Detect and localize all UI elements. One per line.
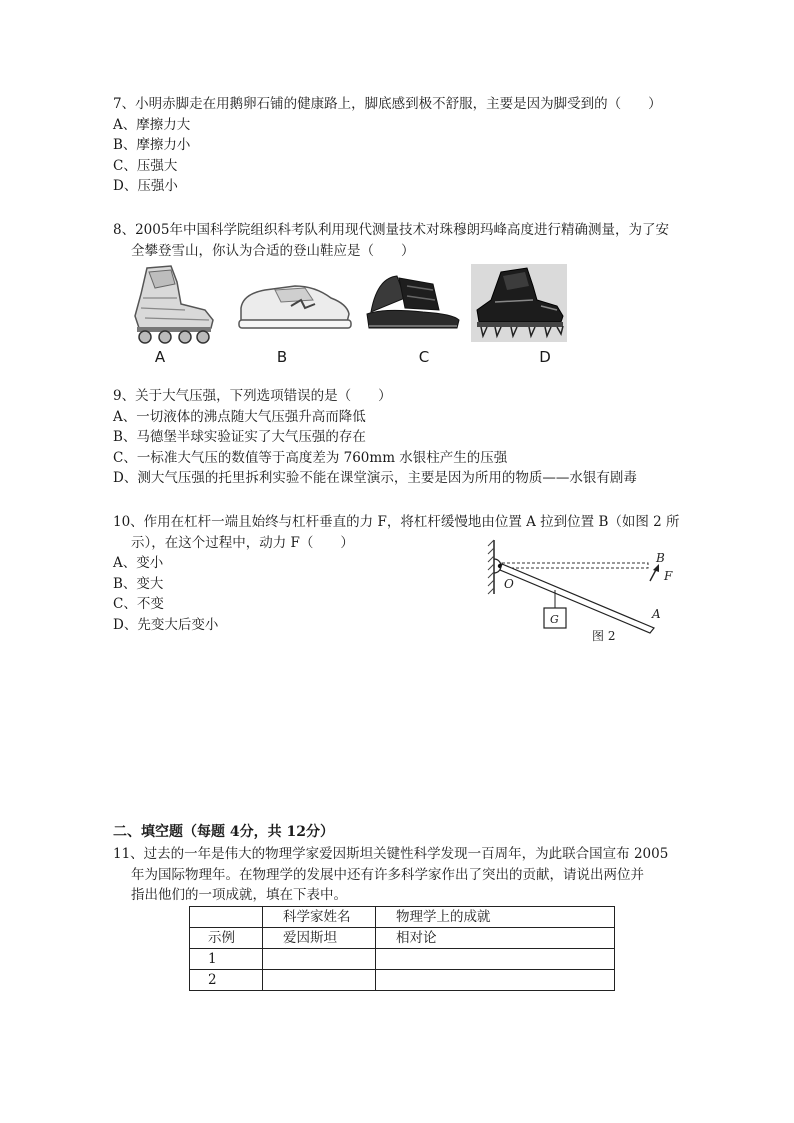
shoe-choice-b[interactable] xyxy=(235,278,353,334)
question-7-option-a[interactable]: A、摩擦力大 xyxy=(113,116,191,133)
answer-cell-achievement-2[interactable] xyxy=(376,970,615,991)
question-7-option-b[interactable]: B、摩擦力小 xyxy=(113,137,191,153)
shoe-choice-a[interactable] xyxy=(125,264,217,344)
sneaker-icon xyxy=(235,278,353,334)
table-header-row xyxy=(190,907,615,928)
question-7 xyxy=(113,94,693,197)
table-row xyxy=(190,928,615,949)
label-a: A xyxy=(652,607,661,621)
question-9 xyxy=(113,386,693,489)
question-11-line1: 11、过去的一年是伟大的物理学家爱因斯坦关键性科学发现一百周年，为此联合国宣布 2005 xyxy=(113,846,669,862)
question-9-option-b[interactable]: B、马德堡半球实验证实了大气压强的存在 xyxy=(113,429,366,445)
table-header-cell: 物理学上的成就 xyxy=(376,907,615,928)
label-b: B xyxy=(656,551,665,565)
question-11-line3: 指出他们的一项成就，填在下表中。 xyxy=(131,887,347,903)
question-9-option-a[interactable]: A、一切液体的沸点随大气压强升高而降低 xyxy=(113,408,366,425)
question-7-stem: 7、小明赤脚走在用鹅卵石铺的健康路上，脚底感到极不舒服，主要是因为脚受到的（ ） xyxy=(113,96,662,112)
question-10-stem-line2: 示），在这个过程中，动力 F（ ） xyxy=(131,534,354,551)
shoe-label-d: D xyxy=(539,348,551,366)
figure-caption: 图 2 xyxy=(592,629,616,643)
shoe-choice-c[interactable] xyxy=(363,268,463,336)
table-cell: 相对论 xyxy=(376,928,615,949)
answer-cell-achievement-1[interactable] xyxy=(376,949,615,970)
question-10-option-d[interactable]: D、先变大后变小 xyxy=(113,616,219,633)
lever-diagram xyxy=(478,538,688,650)
table-cell: 示例 xyxy=(190,928,263,949)
label-g: G xyxy=(550,613,559,626)
shoe-label-a: A xyxy=(154,348,166,366)
sandal-icon xyxy=(363,268,463,336)
question-11 xyxy=(113,844,693,906)
section-2-title: 二、填空题（每题 4分，共 12分） xyxy=(113,824,334,840)
question-10-stem-line1: 10、作用在杠杆一端且始终与杠杆垂直的力 F，将杠杆缓慢地由位置 A 拉到位置 B（如图 2 所 xyxy=(113,514,680,530)
question-7-option-c[interactable]: C、压强大 xyxy=(113,157,178,174)
answer-cell-name-2[interactable] xyxy=(263,970,376,991)
table-cell: 爱因斯坦 xyxy=(263,928,376,949)
table-row xyxy=(190,949,615,970)
question-11-line2: 年为国际物理年。在物理学的发展中还有许多科学家作出了突出的贡献，请说出两位并 xyxy=(131,866,644,883)
table-cell: 2 xyxy=(190,970,263,991)
question-9-stem: 9、关于大气压强，下列选项错误的是（ ） xyxy=(113,388,392,404)
crampon-boot-icon xyxy=(471,264,567,342)
scientist-table xyxy=(189,906,615,991)
question-10-option-b[interactable]: B、变大 xyxy=(113,575,164,592)
inline-skate-icon xyxy=(125,264,217,344)
question-9-option-d[interactable]: D、测大气压强的托里拆利实验不能在课堂演示，主要是因为所用的物质——水银有剧毒 xyxy=(113,470,637,486)
question-10-option-c[interactable]: C、不变 xyxy=(113,596,164,612)
answer-cell-name-1[interactable] xyxy=(263,949,376,970)
table-header-cell xyxy=(190,907,263,928)
question-10-option-a[interactable]: A、变小 xyxy=(113,555,164,571)
shoe-label-c: C xyxy=(418,348,430,366)
lever-figure xyxy=(478,538,688,650)
question-8-stem-line1: 8、2005年中国科学院组织科考队利用现代测量技术对珠穆朗玛峰高度进行精确测量，为了安 xyxy=(113,222,669,238)
question-8-choices xyxy=(125,264,575,368)
shoe-label-b: B xyxy=(276,348,288,366)
table-cell: 1 xyxy=(190,949,263,970)
shoe-choice-d[interactable] xyxy=(471,264,567,342)
label-f: F xyxy=(664,569,673,583)
question-8-stem-line2: 全攀登雪山，你认为合适的登山鞋应是（ ） xyxy=(131,242,415,259)
question-7-option-d[interactable]: D、压强小 xyxy=(113,178,178,194)
label-o: O xyxy=(504,577,514,591)
table-row xyxy=(190,970,615,991)
question-8 xyxy=(113,220,693,261)
question-9-option-c[interactable]: C、一标准大气压的数值等于高度差为 760mm 水银柱产生的压强 xyxy=(113,449,508,466)
table-header-cell: 科学家姓名 xyxy=(263,907,376,928)
